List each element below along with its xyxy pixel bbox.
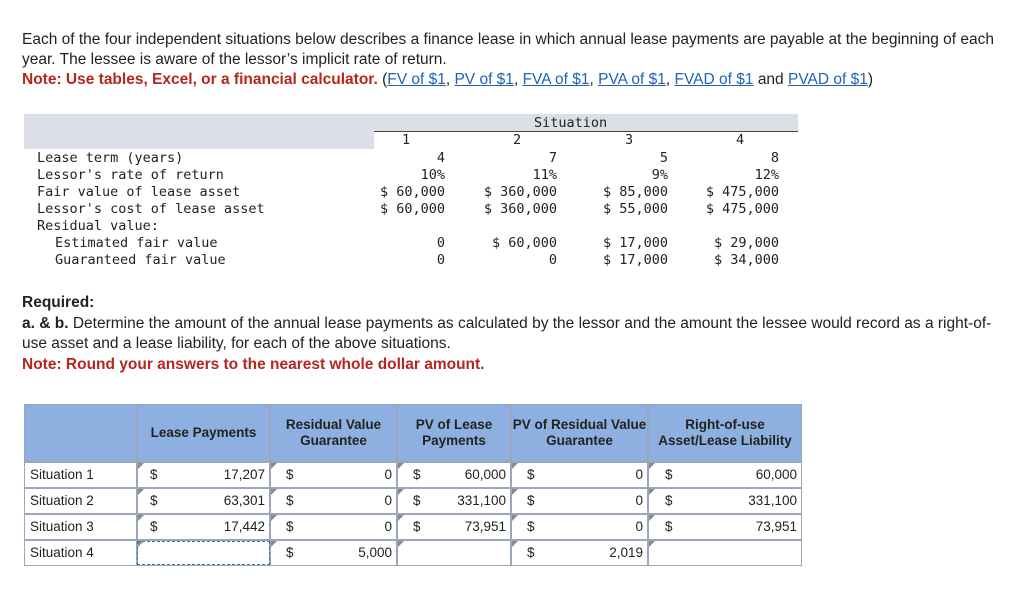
answer-value: 0 [635,467,643,482]
currency-symbol: $ [150,467,158,482]
cell-rou [648,462,802,488]
cell-residual-guarantee [270,540,397,566]
answer-value: 0 [635,493,643,508]
cell-1-rate: 10% [420,167,445,183]
cell-rou [648,488,802,514]
currency-symbol: $ [413,519,421,534]
cell-2-fair: $ 360,000 [483,184,557,200]
column-3: 3 [625,132,634,148]
currency-symbol: $ [286,493,294,508]
currency-symbol: $ [527,467,535,482]
answer-value: 331,100 [748,493,797,508]
header-lease-payments: Lease Payments [137,404,270,462]
currency-symbol: $ [286,545,294,560]
currency-symbol: $ [286,467,294,482]
cell-lease-payments [137,488,270,514]
cell-3-term: 5 [659,150,668,166]
row-label-guaranteed: Guaranteed fair value [55,252,226,268]
answer-input-pv-lease[interactable] [398,541,510,565]
link-pv[interactable]: PV of $1 [454,71,514,88]
cell-1-fair: $ 60,000 [379,184,445,200]
intro-note: Note: Use tables, Excel, or a financial calculator. (FV of $1, PV of $1, FVA of $1, PVA of $1, FVAD of $1 and PVAD of $1) [22,71,874,88]
cell-4-guaranteed: $ 34,000 [713,252,779,268]
cell-pv-lease [397,488,511,514]
table-header-band-left [24,132,374,149]
answer-value: 2,019 [609,545,643,560]
cell-4-cost: $ 475,000 [705,201,779,217]
required-body: Determine the amount of the annual lease payments as calculated by the lessor and the amount the lessee would record as a right-of-use asset and a lease liability, for each of the above situations. [22,314,992,352]
problem-intro [22,30,1002,90]
answer-input-pv-residual[interactable] [512,489,647,513]
cell-residual-guarantee [270,462,397,488]
link-fva[interactable]: FVA of $1 [522,71,590,88]
header-blank [24,404,137,462]
answer-grid [24,404,802,566]
cell-2-estimated: $ 60,000 [491,235,557,251]
answer-value: 0 [384,519,392,534]
cell-lease-payments [137,462,270,488]
cell-pv-lease [397,462,511,488]
cell-pv-lease [397,514,511,540]
cell-2-cost: $ 360,000 [483,201,557,217]
column-4: 4 [736,132,745,148]
situation-label: Situation 2 [24,488,137,514]
currency-symbol: $ [665,519,673,534]
cell-3-cost: $ 55,000 [602,201,668,217]
link-fvad[interactable]: FVAD of $1 [674,71,754,88]
cell-rou [648,540,802,566]
answer-input-pv-residual[interactable] [512,515,647,539]
currency-symbol: $ [527,519,535,534]
cell-residual-guarantee [270,514,397,540]
situation-header: Situation [534,115,608,131]
row-label-fair-value: Fair value of lease asset [37,184,241,200]
cell-pv-residual [511,462,648,488]
header-pv-lease: PV of Lease Payments [397,404,511,462]
intro-text: Each of the four independent situations below describes a finance lease in which annual lease payments are payable at the beginning of each year. The lessee is aware of the lessor’s implicit rate of return. [22,31,994,68]
active-input-focus-outline[interactable] [137,541,270,565]
answer-value: 63,301 [223,493,265,508]
answer-value: 0 [384,467,392,482]
currency-symbol: $ [150,493,158,508]
row-label-lease-term: Lease term (years) [37,150,184,166]
required-note: Note: Round your answers to the nearest whole dollar amount. [22,355,485,373]
required-section [22,293,1002,375]
row-label-residual: Residual value: [37,218,159,234]
header-pv-residual: PV of Residual Value Guarantee [511,404,648,462]
cell-pv-residual [511,540,648,566]
answer-input-residual-guarantee[interactable] [271,515,396,539]
answer-value: 73,951 [464,519,506,534]
situation-label: Situation 1 [24,462,137,488]
answer-input-residual-guarantee[interactable] [271,463,396,487]
cell-2-rate: 11% [532,167,557,183]
situation-label: Situation 3 [24,514,137,540]
intro-and: and [757,71,784,88]
answer-value: 0 [384,493,392,508]
cell-pv-residual [511,514,648,540]
row-label-rate: Lessor's rate of return [37,167,224,183]
answer-value: 60,000 [464,467,506,482]
cell-lease-payments [137,514,270,540]
cell-4-rate: 12% [754,167,779,183]
cell-residual-guarantee [270,488,397,514]
answer-input-pv-residual[interactable] [512,463,647,487]
link-pvad[interactable]: PVAD of $1 [788,71,868,88]
answer-input-rou[interactable] [649,541,801,565]
cell-3-fair: $ 85,000 [602,184,668,200]
table-header-band [24,114,798,132]
situation-label: Situation 4 [24,540,137,566]
column-2: 2 [513,132,522,148]
currency-symbol: $ [413,467,421,482]
answer-value: 17,207 [223,467,265,482]
cell-1-guaranteed: 0 [436,252,445,268]
cell-1-estimated: 0 [436,235,445,251]
answer-value: 331,100 [457,493,506,508]
cell-1-term: 4 [436,150,445,166]
row-label-cost: Lessor's cost of lease asset [37,201,265,217]
cell-4-term: 8 [770,150,779,166]
answer-value: 60,000 [755,467,797,482]
situation-underline [374,131,798,132]
cell-1-cost: $ 60,000 [379,201,445,217]
currency-symbol: $ [413,493,421,508]
cell-4-estimated: $ 29,000 [713,235,779,251]
required-ab: a. & b. [22,314,69,332]
answer-value: 0 [635,519,643,534]
answer-input-residual-guarantee[interactable] [271,489,396,513]
intro-note-label: Note: Use tables, Excel, or a financial calculator. [22,71,378,88]
required-text [22,314,1002,355]
currency-symbol: $ [286,519,294,534]
cell-3-rate: 9% [651,167,668,183]
cell-2-guaranteed: 0 [548,252,557,268]
cell-rou [648,514,802,540]
cell-pv-lease [397,540,511,566]
currency-symbol: $ [527,545,535,560]
cell-3-estimated: $ 17,000 [602,235,668,251]
currency-symbol: $ [665,493,673,508]
answer-value: 17,442 [223,519,265,534]
cell-4-fair: $ 475,000 [705,184,779,200]
link-fv[interactable]: FV of $1 [387,71,446,88]
required-title: Required: [22,294,95,311]
currency-symbol: $ [665,467,673,482]
answer-value: 5,000 [358,545,392,560]
currency-symbol: $ [150,519,158,534]
link-pva[interactable]: PVA of $1 [598,71,666,88]
row-label-estimated: Estimated fair value [55,235,218,251]
header-residual-guarantee: Residual Value Guarantee [270,404,397,462]
answer-value: 73,951 [755,519,797,534]
cell-2-term: 7 [548,150,557,166]
header-rou: Right-of-use Asset/Lease Liability [648,404,802,462]
cell-3-guaranteed: $ 17,000 [602,252,668,268]
cell-pv-residual [511,488,648,514]
currency-symbol: $ [527,493,535,508]
column-1: 1 [402,132,411,148]
